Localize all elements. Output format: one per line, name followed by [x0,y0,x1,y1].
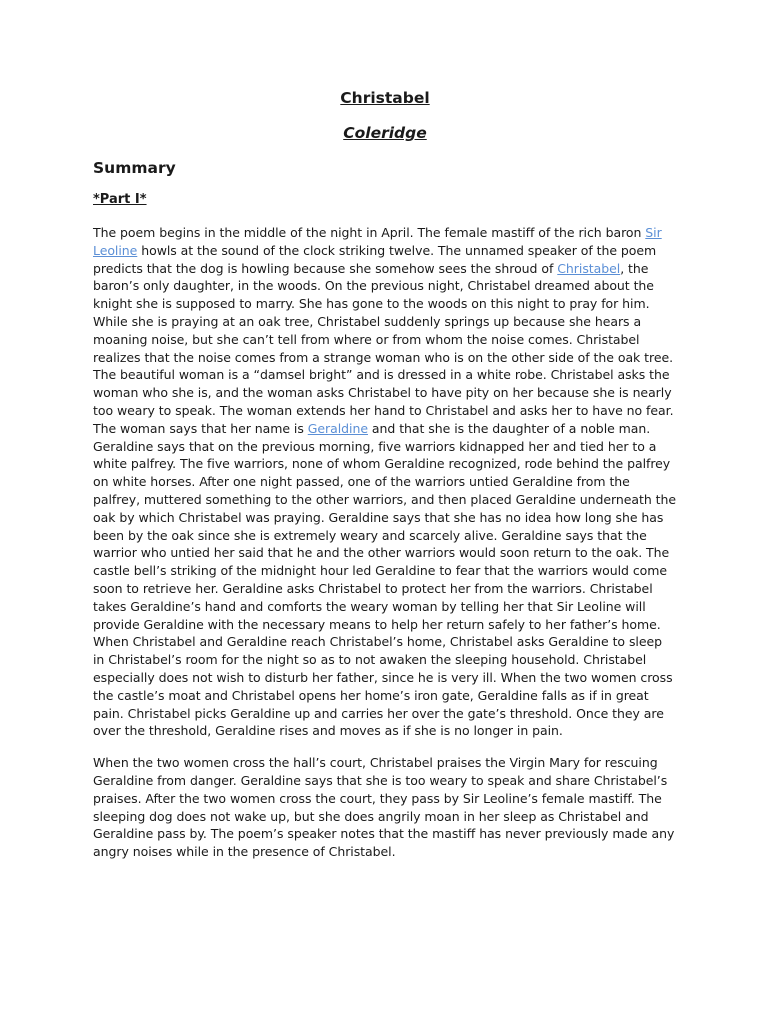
document-title: Christabel [340,89,430,107]
document-author: Coleridge [343,124,427,142]
link-geraldine[interactable]: Geraldine [307,420,368,436]
paragraph-1-text-d: and that she is the daughter of a noble man. Geraldine says that on the previous morning, five warriors kidnapped her and tied her to a white palfrey. The five warriors, none of whom Geraldine recognized, rode behind the palfrey on white horses. After one night passed, one of the warriors untied Geraldine from the palfrey, muttered something to the other warriors, and then placed Geraldine underneath the oak by which Christabel was praying. Geraldine says that she has no idea how long she has been by the oak since she is extremely weary and scarcely alive. Geraldine says that the warrior who untied her said that he and the other warriors would soon return to the oak. The castle bell’s striking of the midnight hour led Geraldine to fear that the warriors would come soon to retrieve her. Geraldine asks Christabel to protect her from the warriors. Christabel takes Geraldine’s hand and comforts the weary woman by telling her that Sir Leoline will provide Geraldine with the necessary means to help her return safely to her father’s home. [93,420,677,632]
paragraph-1-text-b: howls at the sound of the clock striking twelve. The unnamed speaker of the poem predicts that the dog is howling because she somehow sees the shroud of [93,242,657,276]
link-sir-leoline[interactable]: Sir Leoline [93,225,662,258]
link-christabel[interactable]: Christabel [557,260,621,276]
document-page [93,86,677,861]
section-heading: Summary [93,159,176,177]
paragraph-2: When Christabel and Geraldine reach Christabel’s home, Christabel asks Geraldine to sleep in Christabel’s room for the night so as to not awaken the sleeping household. Christabel especially does not wish to disturb her father, since he is very ill. When the two women cross the castle’s moat and Christabel opens her home’s iron gate, Geraldine falls as if in great pain. Christabel picks Geraldine up and carries her over the gate’s threshold. Once they are over the threshold, Geraldine rises and moves as if she is no longer in pain. [93,634,673,739]
paragraph-3: When the two women cross the hall’s court, Christabel praises the Virgin Mary for rescuing Geraldine from danger. Geraldine says that she is too weary to speak and share Christabel’s praises. After the two women cross the court, they pass by Sir Leoline’s female mastiff. The sleeping dog does not wake up, but she does angrily moan in her sleep as Christabel and Geraldine pass by. The poem’s speaker notes that the mastiff has never previously made any angry noises while in the presence of Christabel. [93,755,675,860]
paragraph-1-text-c: , the baron’s only daughter, in the woods. On the previous night, Christabel dreamed about the knight she is supposed to marry. She has gone to the woods on this night to pray for him. While she is praying at an oak tree, Christabel suddenly springs up because she hears a moaning noise, but she can’t tell from where or from whom the noise comes. Christabel realizes that the noise comes from a strange woman who is on the other side of the oak tree. The beautiful woman is a “damsel bright” and is dressed in a white robe. Christabel asks the woman who she is, and the woman asks Christabel to have pity on her because she is nearly too weary to speak. The woman extends her hand to Christabel and asks her to have no fear. The woman says that her name is [93,260,674,436]
paragraph-1-text-a: The poem begins in the middle of the night in April. The female mastiff of the rich baron [93,225,646,240]
paragraph-1 [93,224,677,633]
part-label: *Part I* [93,192,147,207]
